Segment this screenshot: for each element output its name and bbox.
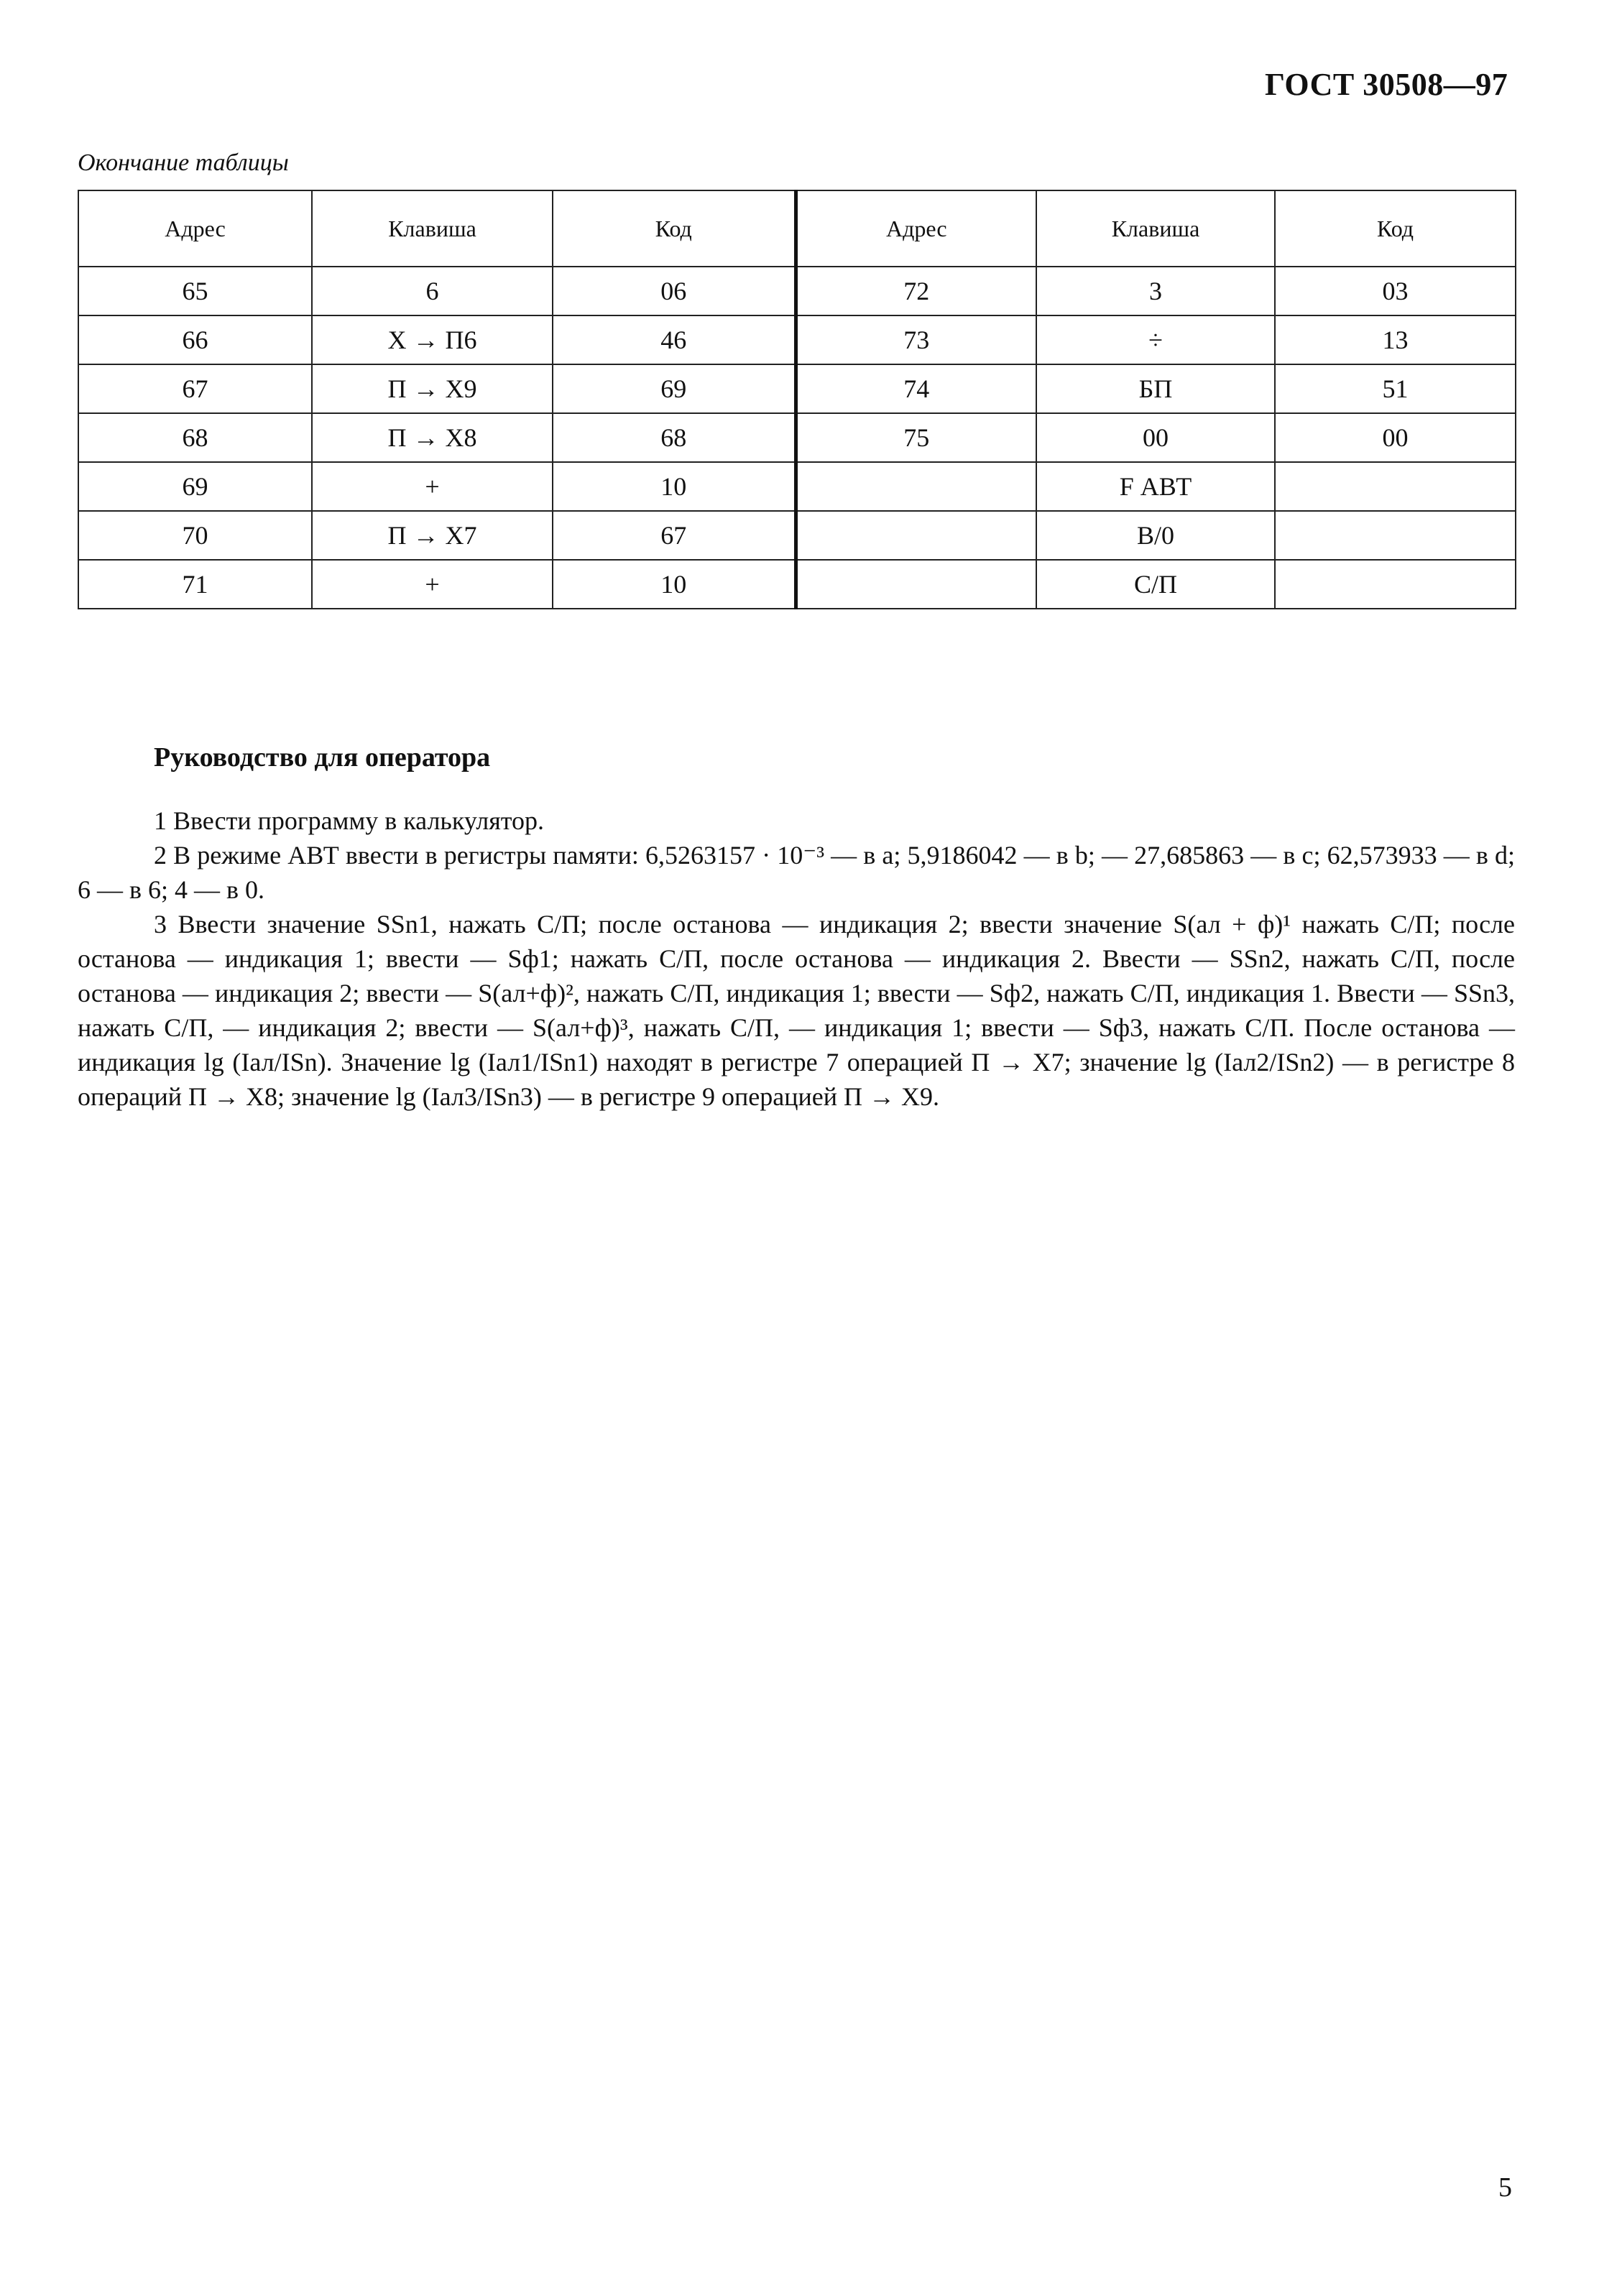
cell-address: 74 [796,364,1036,413]
cell-key: X → П6 [312,315,553,364]
table-row [78,315,1516,364]
cell-key: + [312,462,553,511]
paragraph: 2 В режиме АВТ ввести в регистры памяти: 6,5263157 · 10⁻³ — в a; 5,9186042 — в b; — 27,685863 — в c; 62,573933 — в d; 6 — в 6; 4 — в 0. [78,841,1515,904]
cell-code: 10 [553,462,796,511]
cell-address: 69 [78,462,312,511]
header-address: Адрес [796,190,1036,267]
table-row [78,267,1516,315]
cell-key: 3 [1036,267,1275,315]
cell-code: 00 [1275,413,1516,462]
cell-address [796,511,1036,560]
cell-address: 72 [796,267,1036,315]
table-row [78,511,1516,560]
program-table [78,190,1516,609]
table-header-row [78,190,1516,267]
table-row [78,462,1516,511]
paragraph: 1 Ввести программу в калькулятор. [154,806,545,835]
cell-address: 71 [78,560,312,609]
cell-key: С/П [1036,560,1275,609]
cell-address [796,560,1036,609]
table-row [78,560,1516,609]
cell-code [1275,511,1516,560]
cell-address: 65 [78,267,312,315]
cell-address: 67 [78,364,312,413]
header-address: Адрес [78,190,312,267]
operator-instructions [78,803,1515,1114]
cell-address: 66 [78,315,312,364]
cell-key: В/0 [1036,511,1275,560]
cell-code [1275,560,1516,609]
table-caption: Окончание таблицы [78,149,289,176]
header-key: Клавиша [312,190,553,267]
cell-address: 73 [796,315,1036,364]
header-key: Клавиша [1036,190,1275,267]
cell-address: 75 [796,413,1036,462]
paragraph: 3 Ввести значение SSn1, нажать С/П; после останова — индикация 2; ввести значение S(ал + ф)¹ нажать С/П; после останова — индикация 1; ввести — Sф1; нажать С/П, после останова — индикация 2. Ввести — SSn2, нажать С/П, после останова — индикация 2; ввести — S(ал+ф)², нажать С/П, индикация 1; ввести — Sф2, нажать С/П, индикация 1. Ввести — SSn3, нажать С/П, — индикация 2; ввести — S(ал+ф)³, нажать С/П, — индикация 1; ввести — Sф3, нажать С/П. После останова — индикация lg (Iал/ISn). Значение lg (Iал1/ISn1) находят в регистре 7 операцией П → X7; значение lg (Iал2/ISn2) — в регистре 8 операций П → X8; значение lg (Iал3/ISn3) — в регистре 9 операцией П → X9. [78,910,1515,1111]
cell-code: 51 [1275,364,1516,413]
cell-key: 6 [312,267,553,315]
page-number: 5 [1498,2172,1512,2203]
cell-code: 13 [1275,315,1516,364]
cell-key: П → X9 [312,364,553,413]
cell-key: 00 [1036,413,1275,462]
cell-code: 68 [553,413,796,462]
cell-key: П → X7 [312,511,553,560]
cell-code: 46 [553,315,796,364]
cell-key: П → X8 [312,413,553,462]
section-title: Руководство для оператора [154,742,491,773]
standard-code: ГОСТ 30508—97 [1265,67,1508,102]
cell-code: 67 [553,511,796,560]
header-code: Код [1275,190,1516,267]
cell-key: + [312,560,553,609]
cell-address: 68 [78,413,312,462]
table-row [78,364,1516,413]
cell-code: 06 [553,267,796,315]
cell-key: F АВТ [1036,462,1275,511]
cell-address [796,462,1036,511]
cell-code: 10 [553,560,796,609]
header-code: Код [553,190,796,267]
cell-key: БП [1036,364,1275,413]
cell-key: ÷ [1036,315,1275,364]
cell-address: 70 [78,511,312,560]
cell-code [1275,462,1516,511]
table-row [78,413,1516,462]
cell-code: 03 [1275,267,1516,315]
cell-code: 69 [553,364,796,413]
